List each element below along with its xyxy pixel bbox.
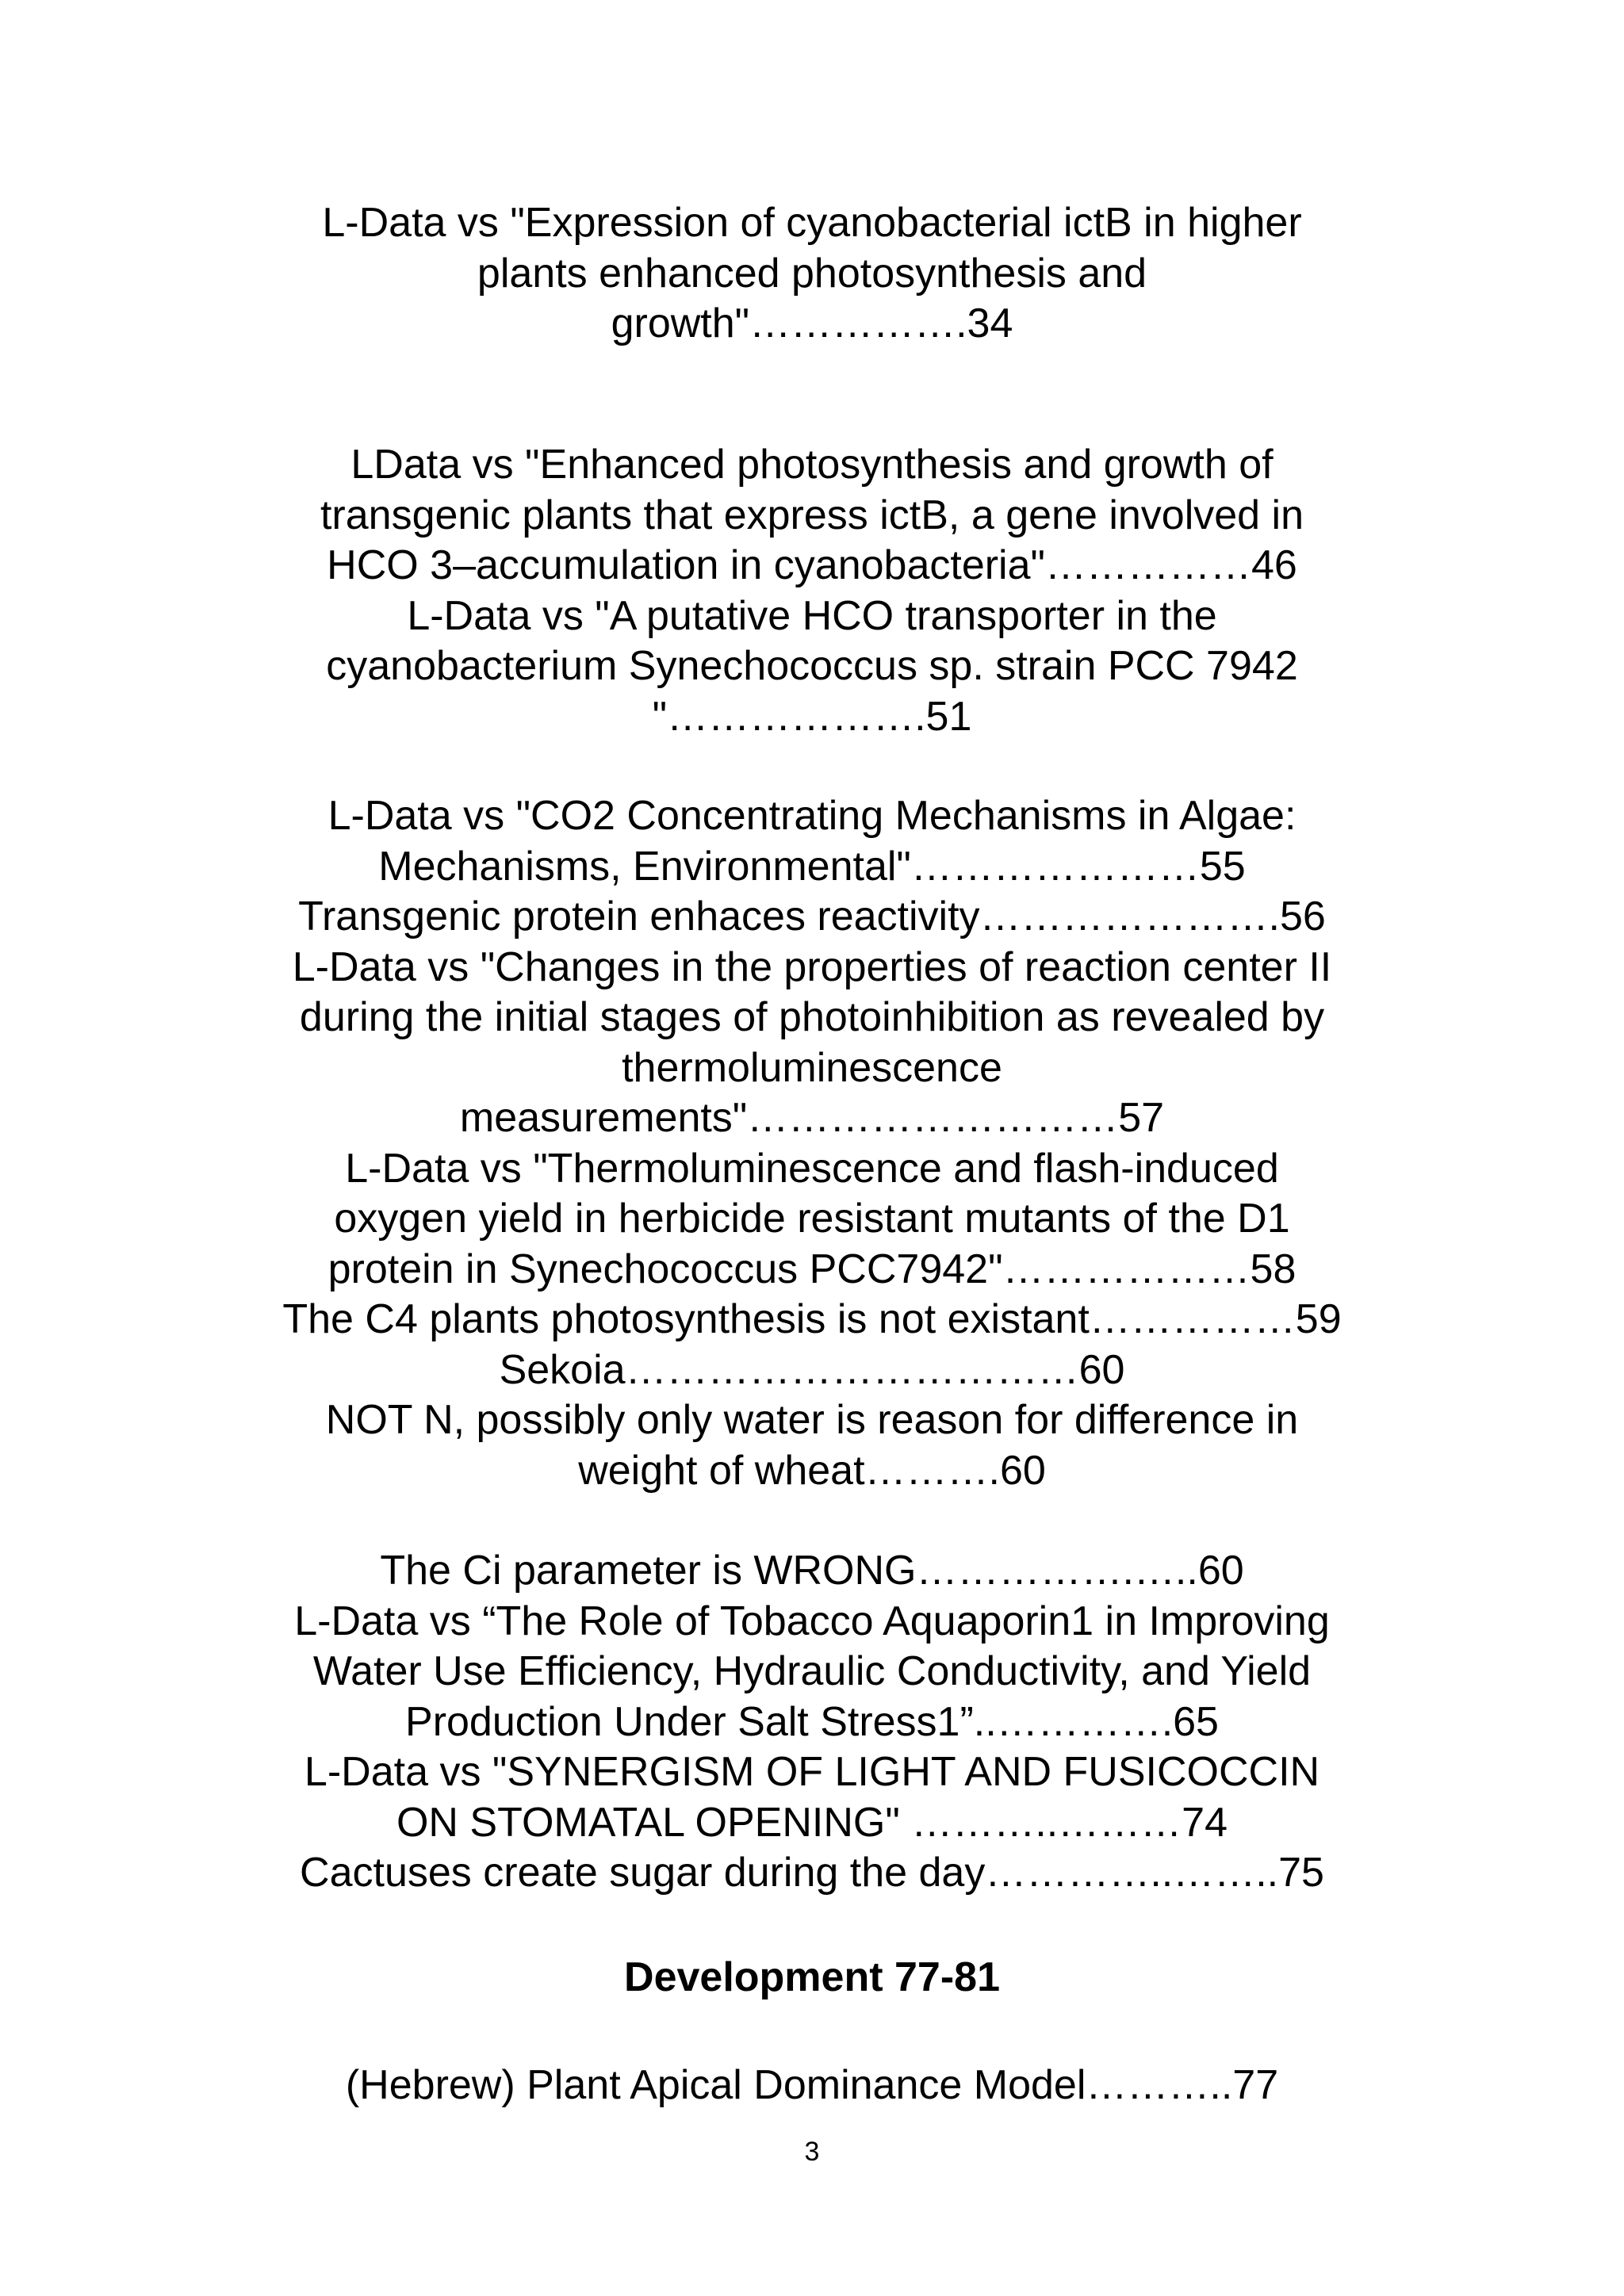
toc-line: L-Data vs "SYNERGISM OF LIGHT AND FUSICOCCIN (304, 1749, 1320, 1795)
toc-line: Water Use Efficiency, Hydraulic Conductivity, and Yield (312, 1648, 1312, 1694)
toc-line: Transgenic protein enhaces reactivity………………….56 (298, 894, 1326, 939)
section-heading-block (206, 1953, 1418, 2003)
toc-line: L-Data vs "A putative HCO transporter in the (407, 592, 1217, 639)
toc-line: The C4 plants photosynthesis is not existant……………59 (282, 1296, 1342, 1342)
page-number: 3 (804, 2137, 820, 2167)
toc-line: L-Data vs “The Role of Tobacco Aquaporin1 in Improving (294, 1598, 1330, 1644)
toc-line: Production Under Salt Stress1”..………….65 (405, 1698, 1219, 1745)
toc-line: ON STOMATAL OPENING" ………..………74 (396, 1799, 1228, 1846)
toc-line: L-Data vs "CO2 Concentrating Mechanisms in Algae: (327, 793, 1297, 839)
toc-line: oxygen yield in herbicide resistant mutants of the D1 (334, 1196, 1290, 1242)
toc-group-4 (206, 1546, 1418, 1899)
toc-line: transgenic plants that express ictB, a gene involved in (320, 492, 1304, 538)
toc-line: growth"…………….34 (611, 300, 1013, 346)
toc-group-3 (206, 791, 1418, 1496)
section-heading: Development 77-81 (624, 1954, 1000, 2000)
toc-line: HCO 3–accumulation in cyanobacteria"……………46 (327, 542, 1297, 588)
toc-line: Mechanisms, Environmental"…………………55 (378, 843, 1246, 890)
toc-line: "……………….51 (652, 693, 972, 740)
toc-line: Sekoia……………………………60 (499, 1346, 1125, 1393)
toc-line: thermoluminescence (622, 1044, 1002, 1091)
toc-group-1 (206, 198, 1418, 350)
toc-line: LData vs "Enhanced photosynthesis and growth of (350, 442, 1274, 488)
toc-group-2 (206, 440, 1418, 742)
toc-line: measurements"………………………57 (459, 1095, 1165, 1141)
toc-line: plants enhanced photosynthesis and (477, 250, 1147, 297)
toc-line: L-Data vs "Thermoluminescence and flash-induced (345, 1145, 1279, 1192)
toc-line: weight of wheat……….60 (578, 1447, 1046, 1494)
toc-line: cyanobacterium Synechococcus sp. strain PCC 7942 (326, 643, 1298, 689)
toc-line: during the initial stages of photoinhibition as revealed by (299, 994, 1325, 1040)
toc-line: Cactuses create sugar during the day…………..……..75 (300, 1850, 1324, 1896)
toc-line: L-Data vs "Changes in the properties of reaction center II (292, 943, 1332, 990)
toc-line: protein in Synechococcus PCC7942"………………58 (327, 1246, 1297, 1292)
toc-line: The Ci parameter is WRONG…………….…..60 (380, 1548, 1244, 1594)
toc-line: (Hebrew) Plant Apical Dominance Model………..77 (345, 2062, 1279, 2108)
toc-line: NOT N, possibly only water is reason for difference in (325, 1397, 1299, 1443)
toc-line: L-Data vs "Expression of cyanobacterial ictB in higher (322, 200, 1302, 246)
toc-group-5 (206, 2061, 1418, 2111)
